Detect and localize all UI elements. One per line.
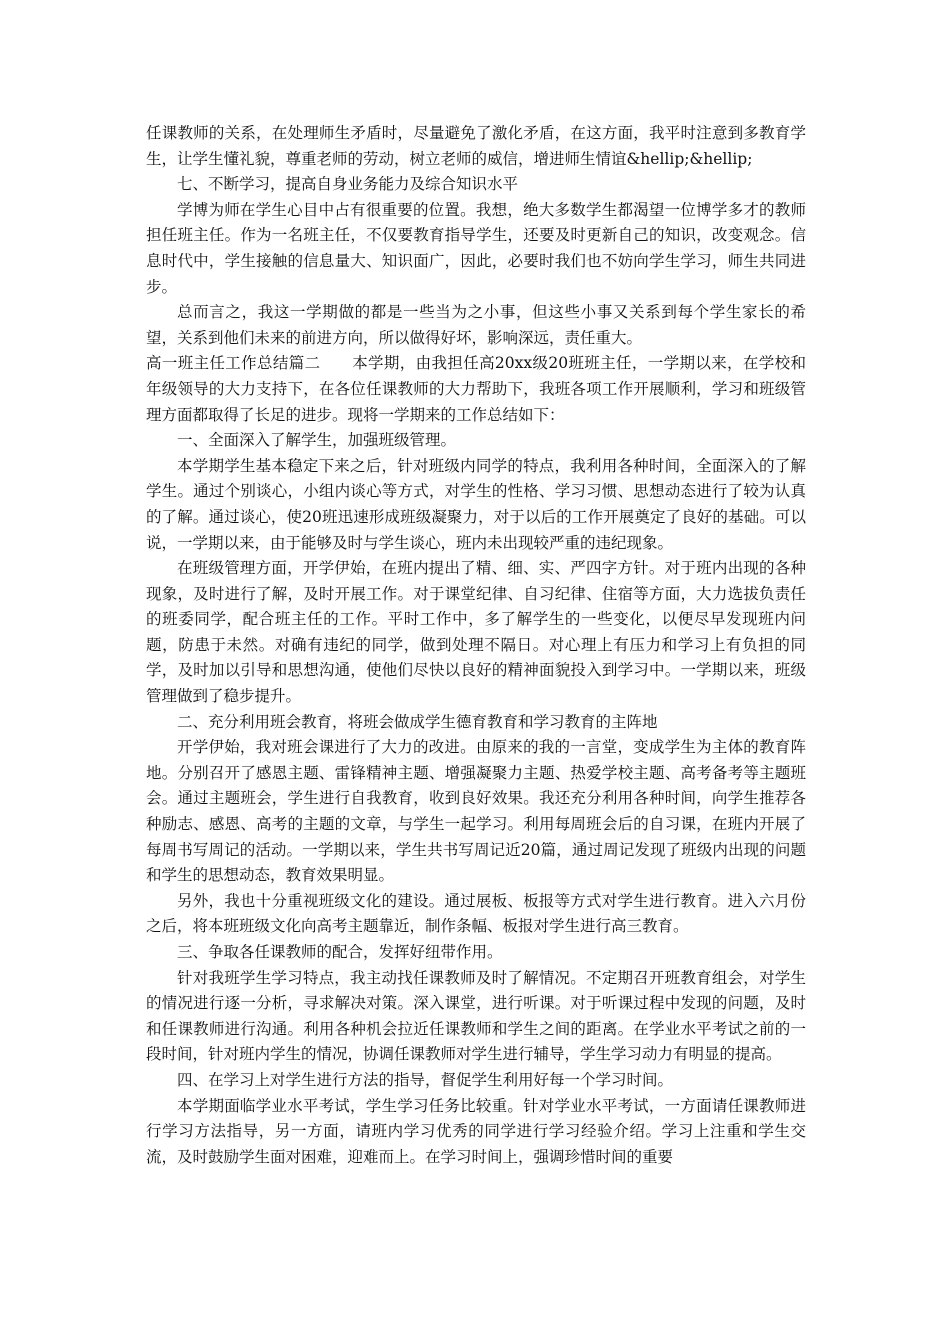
paragraph-8: 在班级管理方面，开学伊始，在班内提出了精、细、实、严四字方针。对于班内出现的各种现象，及时进行了解，及时开展工作。对于课堂纪律、自习纪律、住宿等方面，大力选拔负责任的班委同学，配合班主任的工作。平时工作中，多了解学生的一些变化，以便尽早发现班内问题，防患于未然。对确有违纪的同学，做到处理不隔日。对心理上有压力和学习上有负担的同学，及时加以引导和思想沟通，使他们尽快以良好的精神面貌投入到学习中。一学期以来，班级管理做到了稳步提升。 <box>146 559 806 706</box>
paragraph-7: 本学期学生基本稳定下来之后，针对班级内同学的特点，我利用各种时间，全面深入的了解学生。通过个别谈心，小组内谈心等方式，对学生的性格、学习习惯、思想动态进行了较为认真的了解。通过谈心，使20班迅速形成班级凝聚力，对于以后的工作开展奠定了良好的基础。可以说，一学期以来，由于能够及时与学生谈心，班内未出现较严重的违纪现象。 <box>146 456 806 552</box>
article-title-paragraph: 高一班主任工作总结篇二 本学期，由我担任高20xx级20班班主任，一学期以来，在学校和年级领导的大力支持下，在各位任课教师的大力帮助下，我班各项工作开展顺利，学习和班级管理方面都取得了长足的进步。现将一学期来的工作总结如下： <box>146 354 806 424</box>
paragraph-4: 总而言之，我这一学期做的都是一些当为之小事，但这些小事又关系到每个学生家长的希望，关系到他们未来的前进方向，所以做得好坏，影响深远，责任重大。 <box>146 303 806 347</box>
paragraph-1: 任课教师的关系，在处理师生矛盾时，尽量避免了激化矛盾，在这方面，我平时注意到多教育学生，让学生懂礼貌，尊重老师的劳动，树立老师的威信，增进师生情谊&hellip;&hellip; <box>146 124 806 168</box>
section-heading-1: 一、全面深入了解学生，加强班级管理。 <box>177 431 457 450</box>
paragraph-13: 针对我班学生学习特点，我主动找任课教师及时了解情况。不定期召开班教育组会，对学生的情况进行逐一分析，寻求解决对策。深入课堂，进行听课。对于听课过程中发现的问题，及时和任课教师进行沟通。利用各种机会拉近任课教师和学生之间的距离。在学业水平考试之前的一段时间，针对班内学生的情况，协调任课教师对学生进行辅导，学生学习动力有明显的提高。 <box>146 968 806 1064</box>
section-heading-4: 四、在学习上对学生进行方法的指导，督促学生利用好每一个学习时间。 <box>177 1070 674 1089</box>
paragraph-3: 学博为师在学生心目中占有很重要的位置。我想，绝大多数学生都渴望一位博学多才的教师担任班主任。作为一名班主任，不仅要教育指导学生，还要及时更新自己的知识，改变观念。信息时代中，学生接触的信息量大、知识面广，因此，必要时我们也不妨向学生学习，师生共同进步。 <box>146 200 806 296</box>
section-heading-2: 二、充分利用班会教育，将班会做成学生德育教育和学习教育的主阵地 <box>177 712 658 731</box>
section-heading-7: 七、不断学习，提高自身业务能力及综合知识水平 <box>177 175 519 194</box>
paragraph-15: 本学期面临学业水平考试，学生学习任务比较重。针对学业水平考试，一方面请任课教师进行学习方法指导，另一方面，请班内学习优秀的同学进行学习经验介绍。学习上注重和学生交流，及时鼓励学生面对困难，迎难而上。在学习时间上，强调珍惜时间的重要 <box>146 1096 806 1166</box>
section-heading-3: 三、争取各任课教师的配合，发挥好纽带作用。 <box>177 943 503 961</box>
paragraph-10: 开学伊始，我对班会课进行了大力的改进。由原来的我的一言堂，变成学生为主体的教育阵地。分别召开了感恩主题、雷锋精神主题、增强凝聚力主题、热爱学校主题、高考备考等主题班会。通过主题班会，学生进行自我教育，收到良好效果。我还充分利用各种时间，向学生推荐各种励志、感恩、高考的主题的文章，与学生一起学习。利用每周班会后的自习课，在班内开展了每周书写周记的活动。一学期以来，学生共书写周记近20篇，通过周记发现了班级内出现的问题和学生的思想动态，教育效果明显。 <box>146 738 806 885</box>
paragraph-11: 另外，我也十分重视班级文化的建设。通过展板、板报等方式对学生进行教育。进入六月份之后，将本班班级文化向高考主题靠近，制作条幅、板报对学生进行高三教育。 <box>146 891 806 936</box>
document-page <box>146 121 806 1170</box>
